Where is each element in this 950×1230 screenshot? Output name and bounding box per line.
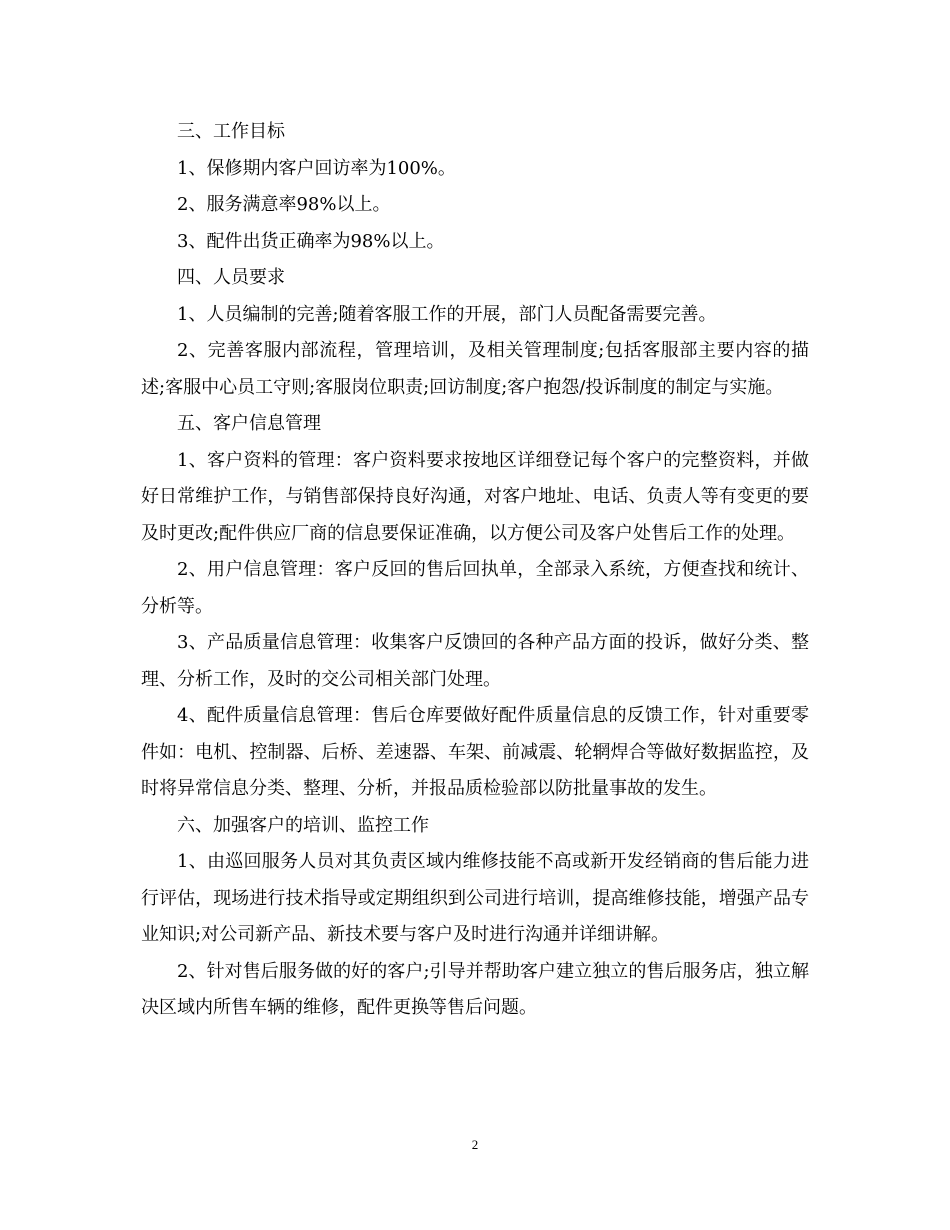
customer-info-item-1: 1、客户资料的管理：客户资料要求按地区详细登记每个客户的完整资料，并做好日常维护工作，与销售部保持良好沟通，对客户地址、电话、负责人等有变更的要及时更改;配件供应厂商的信息要保证准确，以方便公司及客户处售后工作的处理。 <box>141 449 809 544</box>
section-heading-staff-requirements: 四、人员要求 <box>177 267 285 288</box>
staff-item-1: 1、人员编制的完善;随着客服工作的开展，部门人员配备需要完善。 <box>177 303 717 325</box>
goal-item-3: 3、配件出货正确率为98%以上。 <box>177 230 445 252</box>
goal-item-1: 1、保修期内客户回访率为100%。 <box>177 157 456 179</box>
staff-item-2: 2、完善客服内部流程，管理培训，及相关管理制度;包括客服部主要内容的描述;客服中心员工守则;客服岗位职责;回访制度;客户抱怨/投诉制度的制定与实施。 <box>141 340 809 398</box>
page-number: 2 <box>471 1137 479 1152</box>
goal-item-2: 2、服务满意率98%以上。 <box>177 194 391 215</box>
section-heading-training: 六、加强客户的培训、监控工作 <box>177 814 429 836</box>
section-heading-customer-info: 五、客户信息管理 <box>177 413 321 434</box>
customer-info-item-2: 2、用户信息管理：客户反回的售后回执单，全部录入系统，方便查找和统计、分析等。 <box>141 559 809 617</box>
customer-info-item-3: 3、产品质量信息管理：收集客户反馈回的各种产品方面的投诉，做好分类、整理、分析工作，及时的交公司相关部门处理。 <box>141 632 809 690</box>
training-item-2: 2、针对售后服务做的好的客户;引导并帮助客户建立独立的售后服务店，独立解决区域内所售车辆的维修，配件更换等售后问题。 <box>141 960 809 1018</box>
training-item-1: 1、由巡回服务人员对其负责区域内维修技能不高或新开发经销商的售后能力进行评估，现场进行技术指导或定期组织到公司进行培训，提高维修技能，增强产品专业知识;对公司新产品、新技术要与客户及时进行沟通并详细讲解。 <box>141 851 809 945</box>
customer-info-item-4: 4、配件质量信息管理：售后仓库要做好配件质量信息的反馈工作，针对重要零件如：电机、控制器、后桥、差速器、车架、前减震、轮辋焊合等做好数据监控，及时将异常信息分类、整理、分析，并报品质检验部以防批量事故的发生。 <box>141 705 809 799</box>
section-heading-work-goals: 三、工作目标 <box>177 121 285 142</box>
document-body <box>141 114 809 1027</box>
